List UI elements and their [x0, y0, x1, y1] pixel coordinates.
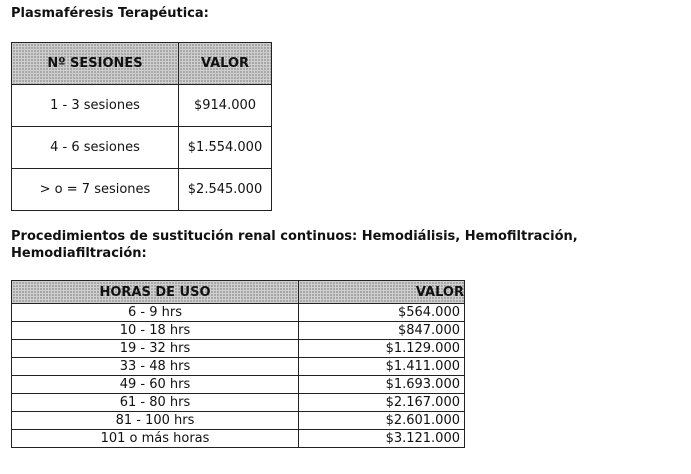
table-row — [12, 430, 465, 448]
value-cell: $3.121.000 — [299, 430, 465, 448]
sessions-cell: 4 - 6 sesiones — [12, 127, 179, 169]
table-row — [12, 127, 272, 169]
sessions-cell: 1 - 3 sesiones — [12, 85, 179, 127]
hours-cell: 33 - 48 hrs — [12, 358, 299, 376]
hours-column-header: HORAS DE USO — [12, 281, 299, 304]
value-cell: $1.693.000 — [299, 376, 465, 394]
plasmapheresis-price-table — [11, 42, 272, 211]
table-row — [12, 85, 272, 127]
hours-cell: 81 - 100 hrs — [12, 412, 299, 430]
renal-replacement-title: Procedimientos de sustitución renal continuos: Hemodiálisis, Hemofiltración, Hemodiafiltración: — [11, 229, 578, 261]
value-cell: $2.545.000 — [179, 169, 272, 211]
value-cell: $1.411.000 — [299, 358, 465, 376]
table-row — [12, 169, 272, 211]
sessions-cell: > o = 7 sesiones — [12, 169, 179, 211]
hours-cell: 6 - 9 hrs — [12, 304, 299, 322]
value-column-header: VALOR — [299, 281, 465, 304]
renal-replacement-price-table — [11, 280, 465, 448]
table-header-row — [12, 281, 465, 304]
value-cell: $2.601.000 — [299, 412, 465, 430]
value-cell: $1.554.000 — [179, 127, 272, 169]
plasmapheresis-title: Plasmaféresis Terapéutica: — [11, 6, 209, 21]
hours-cell: 49 - 60 hrs — [12, 376, 299, 394]
table-header-row — [12, 43, 272, 85]
table-row — [12, 412, 465, 430]
value-column-header: VALOR — [179, 43, 272, 85]
table-row — [12, 376, 465, 394]
value-cell: $914.000 — [179, 85, 272, 127]
sessions-column-header: Nº SESIONES — [12, 43, 179, 85]
table-row — [12, 322, 465, 340]
hours-cell: 19 - 32 hrs — [12, 340, 299, 358]
hours-cell: 101 o más horas — [12, 430, 299, 448]
table-row — [12, 358, 465, 376]
value-cell: $847.000 — [299, 322, 465, 340]
hours-cell: 10 - 18 hrs — [12, 322, 299, 340]
value-cell: $1.129.000 — [299, 340, 465, 358]
value-cell: $564.000 — [299, 304, 465, 322]
table-row — [12, 394, 465, 412]
hours-cell: 61 - 80 hrs — [12, 394, 299, 412]
table-row — [12, 304, 465, 322]
value-cell: $2.167.000 — [299, 394, 465, 412]
table-row — [12, 340, 465, 358]
